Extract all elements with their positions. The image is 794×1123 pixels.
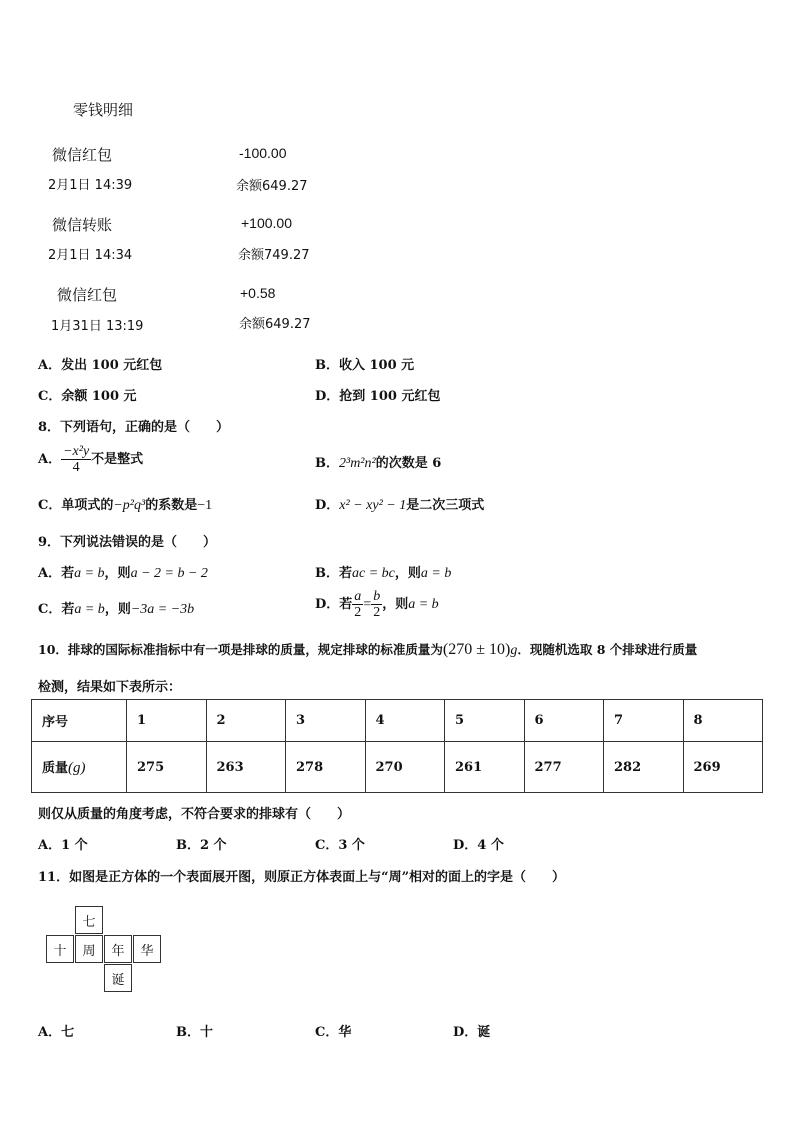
table-row: [32, 742, 763, 793]
table-cell: 6: [524, 700, 604, 742]
table-cell: 277: [524, 742, 604, 793]
table-cell: 5: [445, 700, 525, 742]
q9-option-c: [38, 598, 194, 618]
fraction: [352, 589, 363, 620]
q10-question: 则仅从质量的角度考虑，不符合要求的排球有（ ）: [38, 807, 351, 822]
table-cell: 282: [604, 742, 684, 793]
option-label: A．若: [38, 566, 75, 581]
stem-text: ．现随机选取 8 个排球进行质量: [517, 642, 698, 657]
q7-option-c: C．余额 100 元: [38, 389, 137, 404]
math-expression: a = b: [74, 566, 105, 581]
net-face: 十: [46, 935, 74, 963]
math-value: −1: [197, 498, 213, 513]
unit: g: [510, 643, 518, 658]
q10-option-a: A．1 个: [38, 838, 88, 853]
q9-stem: 9．下列说法错误的是（ ）: [38, 535, 217, 550]
fraction: [371, 589, 382, 620]
q7-option-b: B．收入 100 元: [315, 358, 415, 373]
math-expression: −3a = −3b: [130, 602, 195, 617]
q10-option-b: B．2 个: [176, 838, 227, 853]
numerator: −x²y: [63, 444, 90, 459]
table-header-cell: [32, 742, 127, 793]
record-time: 2月1日 14:39: [48, 178, 133, 193]
table-cell: 269: [683, 742, 763, 793]
stem-text: 10．排球的国际标准指标中有一项是排球的质量，规定排球的标准质量为: [38, 642, 443, 657]
q8-option-b: [315, 452, 441, 472]
table-cell: 4: [365, 700, 445, 742]
option-label: D．: [315, 498, 340, 513]
mass-table: [31, 699, 763, 793]
option-label: C．若: [38, 602, 75, 617]
table-cell: 261: [445, 742, 525, 793]
record-balance: 余额649.27: [236, 179, 308, 194]
option-text: 的次数是 6: [375, 456, 442, 471]
table-cell: 263: [206, 742, 286, 793]
q9-option-d: [315, 589, 439, 620]
record-amount: +0.58: [240, 285, 276, 301]
table-row: [32, 700, 763, 742]
table-cell: 1: [127, 700, 207, 742]
record-name: 微信转账: [52, 216, 113, 234]
table-cell: 278: [286, 742, 366, 793]
table-cell: 275: [127, 742, 207, 793]
math-expression: a = b: [74, 602, 105, 617]
math-expression: a = b: [420, 566, 452, 581]
record-balance: 余额649.27: [239, 317, 311, 332]
q11-stem: 11．如图是正方体的一个表面展开图，则原正方体表面上与“周”相对的面上的字是（ ）: [38, 870, 566, 885]
q8-option-d: [315, 494, 484, 514]
q10-option-d: D．4 个: [453, 838, 504, 853]
option-text: ，则: [382, 597, 409, 612]
option-text: 不是整式: [91, 452, 144, 467]
equals-sign: =: [363, 597, 372, 612]
record-name: 微信红包: [52, 146, 113, 164]
math-expression: a = b: [408, 597, 439, 612]
table-cell: 2: [206, 700, 286, 742]
q7-option-d: D．抢到 100 元红包: [315, 389, 441, 404]
denominator: 2: [373, 605, 381, 620]
row-label: 质量: [42, 761, 69, 776]
denominator: 4: [72, 460, 80, 475]
record-time: 2月1日 14:34: [48, 248, 133, 263]
math-expression: x² − xy² − 1: [339, 498, 407, 513]
net-face: 年: [104, 935, 132, 963]
math-expression: (270 ± 10): [442, 641, 511, 658]
q8-option-a: [38, 444, 143, 475]
q11-option-d: D．诞: [453, 1025, 491, 1040]
record-amount: -100.00: [239, 145, 287, 161]
denominator: 2: [354, 605, 362, 620]
record-balance: 余额749.27: [238, 248, 310, 263]
q11-option-b: B．十: [176, 1025, 213, 1040]
q10-stem-line2: 检测，结果如下表所示：: [38, 680, 182, 695]
q11-option-c: C．华: [315, 1025, 352, 1040]
math-expression: a − 2 = b − 2: [130, 566, 208, 581]
net-face: 华: [133, 935, 161, 963]
q7-option-a: A．发出 100 元红包: [38, 358, 163, 373]
record-amount: +100.00: [241, 215, 292, 231]
q8-option-c: [38, 494, 212, 514]
fraction: [61, 444, 91, 475]
math-expression: −p²q³: [113, 498, 146, 513]
option-label: D．若: [315, 597, 353, 612]
table-cell: 7: [604, 700, 684, 742]
net-face: 七: [75, 906, 103, 934]
table-header-cell: 序号: [32, 700, 127, 742]
table-cell: 8: [683, 700, 763, 742]
option-text: 的系数是: [145, 498, 198, 513]
q9-option-a: [38, 562, 208, 582]
wallet-title: 零钱明细: [73, 101, 134, 119]
q10-stem: [38, 640, 697, 659]
unit: (g): [68, 760, 86, 776]
net-face: 诞: [104, 964, 132, 992]
option-label: A．: [38, 452, 62, 467]
option-label: B．: [315, 456, 339, 471]
option-label: B．若: [315, 566, 352, 581]
option-label: C．单项式的: [38, 498, 114, 513]
option-text: ，则: [104, 602, 131, 617]
option-text: 是二次三项式: [406, 498, 485, 513]
numerator: b: [373, 589, 381, 604]
option-text: ，则: [394, 566, 421, 581]
record-time: 1月31日 13:19: [51, 319, 144, 334]
q10-option-c: C．3 个: [315, 838, 365, 853]
q8-stem: 8．下列语句，正确的是（ ）: [38, 420, 230, 435]
table-cell: 270: [365, 742, 445, 793]
option-text: ，则: [104, 566, 131, 581]
table-cell: 3: [286, 700, 366, 742]
q11-option-a: A．七: [38, 1025, 75, 1040]
math-expression: ac = bc: [352, 566, 395, 581]
q9-option-b: [315, 562, 451, 582]
numerator: a: [354, 589, 362, 604]
math-expression: 2³m²n²: [339, 456, 376, 471]
record-name: 微信红包: [57, 286, 118, 304]
net-face: 周: [75, 935, 103, 963]
